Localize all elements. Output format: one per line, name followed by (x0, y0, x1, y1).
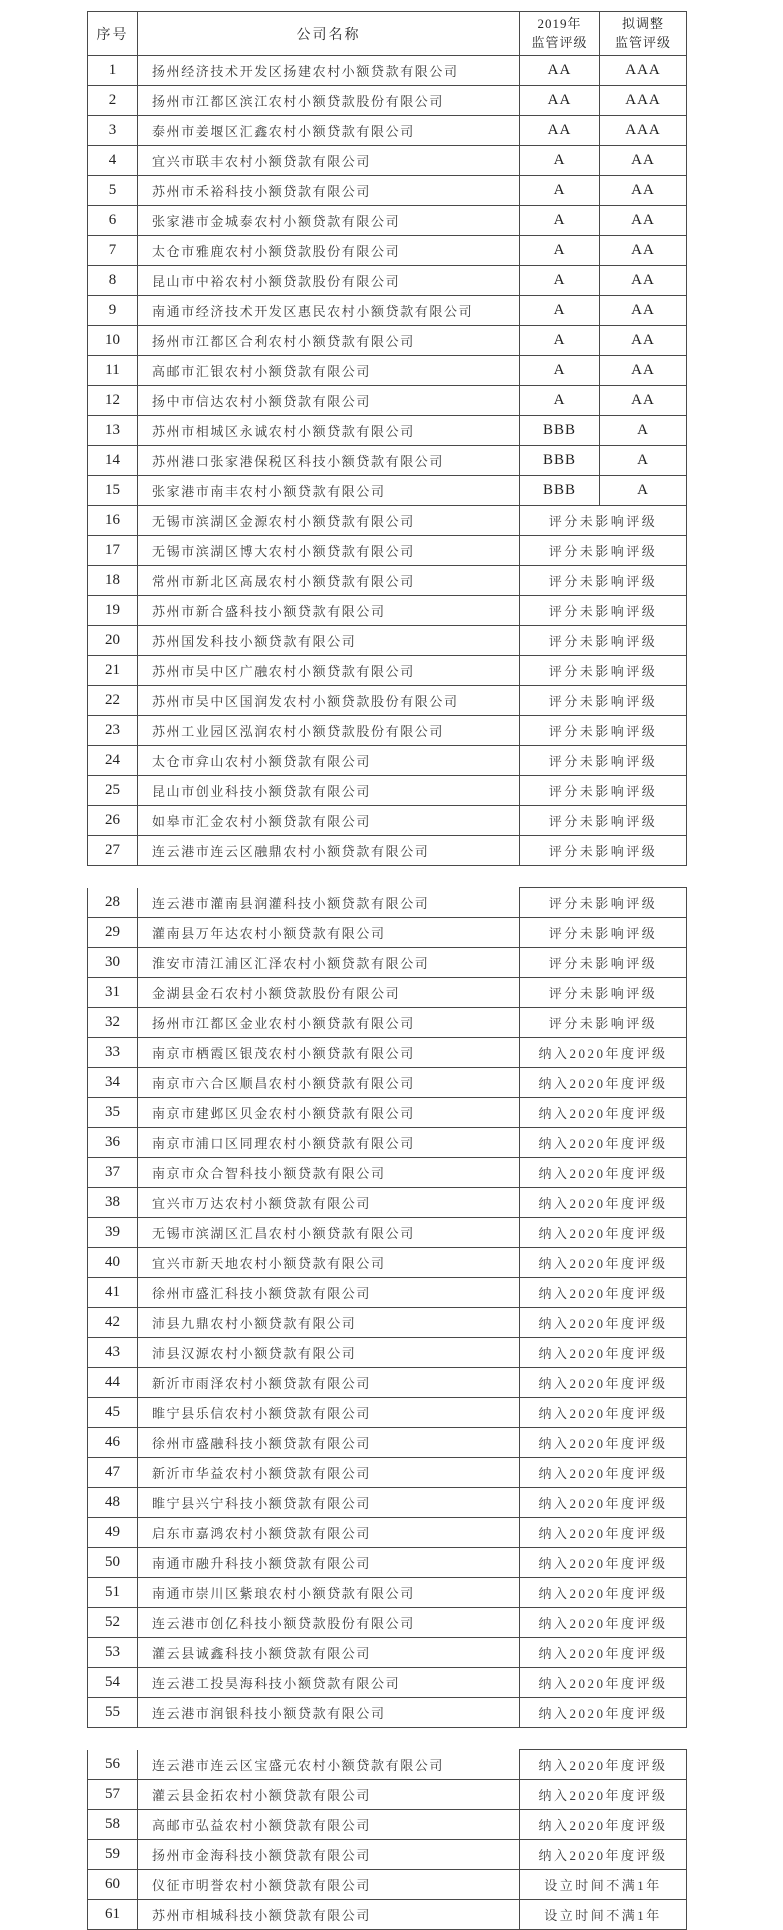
rating-note: 纳入2020年度评级 (520, 1518, 687, 1548)
row-number: 45 (88, 1398, 138, 1428)
table-row (88, 86, 687, 116)
rating-note: 评分未影响评级 (520, 918, 687, 948)
company-name: 宜兴市新天地农村小额贷款有限公司 (138, 1248, 520, 1278)
table-row (88, 56, 687, 86)
company-name: 灌南县万年达农村小额贷款有限公司 (138, 918, 520, 948)
company-name: 泰州市姜堰区汇鑫农村小额贷款有限公司 (138, 116, 520, 146)
row-number: 21 (88, 656, 138, 686)
rating-2019: A (520, 326, 600, 356)
row-number: 54 (88, 1668, 138, 1698)
rating-note: 纳入2020年度评级 (520, 1218, 687, 1248)
company-name: 徐州市盛汇科技小额贷款有限公司 (138, 1278, 520, 1308)
rating-2019: A (520, 146, 600, 176)
rating-note: 纳入2020年度评级 (520, 1128, 687, 1158)
table-row (88, 1810, 687, 1840)
company-name: 扬州市江都区金业农村小额贷款有限公司 (138, 1008, 520, 1038)
rating-2019: BBB (520, 446, 600, 476)
rating-2019: A (520, 356, 600, 386)
company-name: 南京市栖霞区银茂农村小额贷款有限公司 (138, 1038, 520, 1068)
rating-note: 评分未影响评级 (520, 626, 687, 656)
company-name: 昆山市中裕农村小额贷款股份有限公司 (138, 266, 520, 296)
rating-note: 纳入2020年度评级 (520, 1338, 687, 1368)
company-name: 新沂市雨泽农村小额贷款有限公司 (138, 1368, 520, 1398)
rating-note: 评分未影响评级 (520, 686, 687, 716)
table-row (88, 776, 687, 806)
table-row (88, 356, 687, 386)
proposed-rating: AA (600, 176, 687, 206)
row-number: 26 (88, 806, 138, 836)
row-number: 61 (88, 1900, 138, 1930)
company-name: 连云港市润银科技小额贷款有限公司 (138, 1698, 520, 1728)
row-number: 5 (88, 176, 138, 206)
table-row (88, 978, 687, 1008)
company-name: 连云港市连云区宝盛元农村小额贷款有限公司 (138, 1750, 520, 1780)
company-name: 启东市嘉鸿农村小额贷款有限公司 (138, 1518, 520, 1548)
rating-2019: AA (520, 86, 600, 116)
row-number: 58 (88, 1810, 138, 1840)
row-number: 4 (88, 146, 138, 176)
company-name: 苏州港口张家港保税区科技小额贷款有限公司 (138, 446, 520, 476)
row-number: 50 (88, 1548, 138, 1578)
table-row (88, 1458, 687, 1488)
table-row (88, 146, 687, 176)
table-row (88, 948, 687, 978)
rating-2019: A (520, 296, 600, 326)
table-row (88, 1900, 687, 1930)
row-number: 23 (88, 716, 138, 746)
row-number: 8 (88, 266, 138, 296)
company-name: 宜兴市联丰农村小额贷款有限公司 (138, 146, 520, 176)
row-number: 17 (88, 536, 138, 566)
row-number: 60 (88, 1870, 138, 1900)
company-name: 新沂市华益农村小额贷款有限公司 (138, 1458, 520, 1488)
rating-note: 评分未影响评级 (520, 888, 687, 918)
company-name: 南通市融升科技小额贷款有限公司 (138, 1548, 520, 1578)
row-number: 55 (88, 1698, 138, 1728)
table-row (88, 206, 687, 236)
row-number: 24 (88, 746, 138, 776)
row-number: 1 (88, 56, 138, 86)
table-row (88, 888, 687, 918)
rating-2019: BBB (520, 416, 600, 446)
table-row (88, 1158, 687, 1188)
rating-note: 纳入2020年度评级 (520, 1428, 687, 1458)
rating-note: 纳入2020年度评级 (520, 1698, 687, 1728)
header-proposed-rating-line: 拟调整 (621, 15, 664, 31)
rating-note: 评分未影响评级 (520, 656, 687, 686)
table-row (88, 1218, 687, 1248)
table-row (88, 918, 687, 948)
company-name: 南通市崇川区紫琅农村小额贷款有限公司 (138, 1578, 520, 1608)
rating-table-block-3 (87, 1749, 687, 1930)
company-name: 扬州市金海科技小额贷款有限公司 (138, 1840, 520, 1870)
rating-note: 评分未影响评级 (520, 948, 687, 978)
table-row (88, 1750, 687, 1780)
company-name: 睢宁县乐信农村小额贷款有限公司 (138, 1398, 520, 1428)
row-number: 34 (88, 1068, 138, 1098)
company-name: 苏州市相城科技小额贷款有限公司 (138, 1900, 520, 1930)
rating-note: 纳入2020年度评级 (520, 1038, 687, 1068)
table-row (88, 1248, 687, 1278)
header-proposed-rating-line: 监管评级 (614, 34, 671, 50)
proposed-rating: AA (600, 386, 687, 416)
proposed-rating: AA (600, 146, 687, 176)
row-number: 37 (88, 1158, 138, 1188)
row-number: 46 (88, 1428, 138, 1458)
row-number: 31 (88, 978, 138, 1008)
table-row (88, 386, 687, 416)
row-number: 56 (88, 1750, 138, 1780)
company-name: 无锡市滨湖区金源农村小额贷款有限公司 (138, 506, 520, 536)
header-proposed-rating (600, 12, 687, 56)
row-number: 11 (88, 356, 138, 386)
table-row (88, 1128, 687, 1158)
table-row (88, 446, 687, 476)
table-row (88, 1068, 687, 1098)
row-number: 30 (88, 948, 138, 978)
rating-note: 评分未影响评级 (520, 536, 687, 566)
row-number: 57 (88, 1780, 138, 1810)
rating-2019: A (520, 206, 600, 236)
proposed-rating: AA (600, 266, 687, 296)
rating-note: 评分未影响评级 (520, 978, 687, 1008)
row-number: 33 (88, 1038, 138, 1068)
row-number: 9 (88, 296, 138, 326)
table-row (88, 1278, 687, 1308)
rating-note: 评分未影响评级 (520, 716, 687, 746)
table-row (88, 1780, 687, 1810)
company-name: 宜兴市万达农村小额贷款有限公司 (138, 1188, 520, 1218)
company-name: 仪征市明誉农村小额贷款有限公司 (138, 1870, 520, 1900)
rating-note: 纳入2020年度评级 (520, 1068, 687, 1098)
rating-note: 纳入2020年度评级 (520, 1488, 687, 1518)
table-row (88, 116, 687, 146)
row-number: 13 (88, 416, 138, 446)
row-number: 6 (88, 206, 138, 236)
proposed-rating: A (600, 476, 687, 506)
row-number: 47 (88, 1458, 138, 1488)
row-number: 20 (88, 626, 138, 656)
proposed-rating: A (600, 416, 687, 446)
table-row (88, 716, 687, 746)
row-number: 28 (88, 888, 138, 918)
row-number: 12 (88, 386, 138, 416)
table-row (88, 1098, 687, 1128)
table-row (88, 506, 687, 536)
company-name: 连云港工投昊海科技小额贷款有限公司 (138, 1668, 520, 1698)
rating-note: 纳入2020年度评级 (520, 1750, 687, 1780)
row-number: 35 (88, 1098, 138, 1128)
proposed-rating: AA (600, 296, 687, 326)
row-number: 39 (88, 1218, 138, 1248)
rating-note: 评分未影响评级 (520, 596, 687, 626)
rating-note: 纳入2020年度评级 (520, 1548, 687, 1578)
table-row (88, 1368, 687, 1398)
table-row (88, 1008, 687, 1038)
header-no: 序号 (88, 12, 138, 56)
row-number: 29 (88, 918, 138, 948)
proposed-rating: A (600, 446, 687, 476)
rating-note: 纳入2020年度评级 (520, 1638, 687, 1668)
table-row (88, 1038, 687, 1068)
table-row (88, 1548, 687, 1578)
rating-note: 纳入2020年度评级 (520, 1188, 687, 1218)
rating-table-block-1 (87, 11, 687, 866)
row-number: 38 (88, 1188, 138, 1218)
table-row (88, 1578, 687, 1608)
company-name: 扬州经济技术开发区扬建农村小额贷款有限公司 (138, 56, 520, 86)
rating-note: 纳入2020年度评级 (520, 1668, 687, 1698)
table-row (88, 236, 687, 266)
company-name: 南京市六合区顺昌农村小额贷款有限公司 (138, 1068, 520, 1098)
table-row (88, 1698, 687, 1728)
table-row (88, 1428, 687, 1458)
company-name: 金湖县金石农村小额贷款股份有限公司 (138, 978, 520, 1008)
header-rating-2019 (520, 12, 600, 56)
company-name: 灌云县金拓农村小额贷款有限公司 (138, 1780, 520, 1810)
rating-note: 纳入2020年度评级 (520, 1278, 687, 1308)
company-name: 苏州市禾裕科技小额贷款有限公司 (138, 176, 520, 206)
row-number: 3 (88, 116, 138, 146)
rating-note: 评分未影响评级 (520, 836, 687, 866)
rating-2019: AA (520, 116, 600, 146)
row-number: 49 (88, 1518, 138, 1548)
company-name: 淮安市清江浦区汇泽农村小额贷款有限公司 (138, 948, 520, 978)
rating-note: 纳入2020年度评级 (520, 1398, 687, 1428)
header-rating-2019-line: 监管评级 (531, 34, 588, 50)
row-number: 40 (88, 1248, 138, 1278)
rating-note: 纳入2020年度评级 (520, 1248, 687, 1278)
table-row (88, 1488, 687, 1518)
company-name: 无锡市滨湖区汇昌农村小额贷款有限公司 (138, 1218, 520, 1248)
table-row (88, 326, 687, 356)
proposed-rating: AAA (600, 86, 687, 116)
company-name: 昆山市创业科技小额贷款有限公司 (138, 776, 520, 806)
company-name: 连云港市连云区融鼎农村小额贷款有限公司 (138, 836, 520, 866)
company-name: 睢宁县兴宁科技小额贷款有限公司 (138, 1488, 520, 1518)
company-name: 南通市经济技术开发区惠民农村小额贷款有限公司 (138, 296, 520, 326)
table-row (88, 1308, 687, 1338)
row-number: 42 (88, 1308, 138, 1338)
table-row (88, 806, 687, 836)
table-row (88, 1398, 687, 1428)
row-number: 19 (88, 596, 138, 626)
rating-note: 评分未影响评级 (520, 776, 687, 806)
rating-2019: A (520, 266, 600, 296)
table-row (88, 836, 687, 866)
company-name: 连云港市灌南县润灌科技小额贷款有限公司 (138, 888, 520, 918)
rating-2019: BBB (520, 476, 600, 506)
company-name: 南京市浦口区同理农村小额贷款有限公司 (138, 1128, 520, 1158)
rating-note: 纳入2020年度评级 (520, 1458, 687, 1488)
table-row (88, 626, 687, 656)
rating-note: 评分未影响评级 (520, 506, 687, 536)
rating-note: 评分未影响评级 (520, 806, 687, 836)
row-number: 16 (88, 506, 138, 536)
proposed-rating: AAA (600, 116, 687, 146)
row-number: 41 (88, 1278, 138, 1308)
row-number: 52 (88, 1608, 138, 1638)
company-name: 苏州工业园区泓润农村小额贷款股份有限公司 (138, 716, 520, 746)
table-row (88, 1338, 687, 1368)
company-name: 高邮市弘益农村小额贷款有限公司 (138, 1810, 520, 1840)
row-number: 22 (88, 686, 138, 716)
table-row (88, 416, 687, 446)
table-row (88, 746, 687, 776)
rating-2019: A (520, 386, 600, 416)
rating-note: 纳入2020年度评级 (520, 1780, 687, 1810)
table-row (88, 176, 687, 206)
rating-2019: AA (520, 56, 600, 86)
row-number: 32 (88, 1008, 138, 1038)
row-number: 51 (88, 1578, 138, 1608)
proposed-rating: AA (600, 356, 687, 386)
table-row (88, 266, 687, 296)
rating-note: 设立时间不满1年 (520, 1870, 687, 1900)
table-row (88, 476, 687, 506)
table-row (88, 1518, 687, 1548)
company-name: 苏州市相城区永诚农村小额贷款有限公司 (138, 416, 520, 446)
rating-note: 纳入2020年度评级 (520, 1810, 687, 1840)
row-number: 2 (88, 86, 138, 116)
header-rating-2019-line: 2019年 (537, 15, 582, 31)
row-number: 15 (88, 476, 138, 506)
company-name: 张家港市金城泰农村小额贷款有限公司 (138, 206, 520, 236)
table-row (88, 536, 687, 566)
rating-note: 纳入2020年度评级 (520, 1308, 687, 1338)
rating-note: 评分未影响评级 (520, 746, 687, 776)
table-row (88, 686, 687, 716)
row-number: 48 (88, 1488, 138, 1518)
company-name: 太仓市弇山农村小额贷款有限公司 (138, 746, 520, 776)
rating-note: 纳入2020年度评级 (520, 1578, 687, 1608)
company-name: 苏州市新合盛科技小额贷款有限公司 (138, 596, 520, 626)
row-number: 25 (88, 776, 138, 806)
company-name: 常州市新北区高晟农村小额贷款有限公司 (138, 566, 520, 596)
table-row (88, 1608, 687, 1638)
rating-note: 评分未影响评级 (520, 1008, 687, 1038)
rating-note: 纳入2020年度评级 (520, 1158, 687, 1188)
row-number: 27 (88, 836, 138, 866)
rating-note: 纳入2020年度评级 (520, 1840, 687, 1870)
company-name: 沛县汉源农村小额贷款有限公司 (138, 1338, 520, 1368)
company-name: 南京市建邺区贝金农村小额贷款有限公司 (138, 1098, 520, 1128)
rating-note: 设立时间不满1年 (520, 1900, 687, 1930)
company-name: 灌云县诚鑫科技小额贷款有限公司 (138, 1638, 520, 1668)
header-row (88, 12, 687, 56)
company-name: 苏州市吴中区广融农村小额贷款有限公司 (138, 656, 520, 686)
table-row (88, 566, 687, 596)
row-number: 44 (88, 1368, 138, 1398)
company-name: 徐州市盛融科技小额贷款有限公司 (138, 1428, 520, 1458)
rating-note: 纳入2020年度评级 (520, 1608, 687, 1638)
company-name: 扬州市江都区合利农村小额贷款有限公司 (138, 326, 520, 356)
proposed-rating: AA (600, 206, 687, 236)
row-number: 59 (88, 1840, 138, 1870)
table-row (88, 1638, 687, 1668)
company-name: 扬中市信达农村小额贷款有限公司 (138, 386, 520, 416)
rating-note: 评分未影响评级 (520, 566, 687, 596)
proposed-rating: AA (600, 326, 687, 356)
row-number: 14 (88, 446, 138, 476)
row-number: 18 (88, 566, 138, 596)
table-row (88, 1840, 687, 1870)
table-row (88, 596, 687, 626)
company-name: 扬州市江都区滨江农村小额贷款股份有限公司 (138, 86, 520, 116)
proposed-rating: AAA (600, 56, 687, 86)
regulatory-rating-table (87, 11, 783, 1930)
company-name: 南京市众合智科技小额贷款有限公司 (138, 1158, 520, 1188)
company-name: 沛县九鼎农村小额贷款有限公司 (138, 1308, 520, 1338)
company-name: 无锡市滨湖区博大农村小额贷款有限公司 (138, 536, 520, 566)
rating-2019: A (520, 236, 600, 266)
rating-table-block-2 (87, 887, 687, 1728)
table-row (88, 1188, 687, 1218)
company-name: 连云港市创亿科技小额贷款股份有限公司 (138, 1608, 520, 1638)
table-row (88, 296, 687, 326)
header-company-name: 公司名称 (138, 12, 520, 56)
table-row (88, 1668, 687, 1698)
table-row (88, 1870, 687, 1900)
row-number: 36 (88, 1128, 138, 1158)
row-number: 43 (88, 1338, 138, 1368)
company-name: 苏州国发科技小额贷款有限公司 (138, 626, 520, 656)
row-number: 10 (88, 326, 138, 356)
row-number: 53 (88, 1638, 138, 1668)
proposed-rating: AA (600, 236, 687, 266)
company-name: 如皋市汇金农村小额贷款有限公司 (138, 806, 520, 836)
company-name: 苏州市吴中区国润发农村小额贷款股份有限公司 (138, 686, 520, 716)
row-number: 7 (88, 236, 138, 266)
table-row (88, 656, 687, 686)
company-name: 太仓市雅鹿农村小额贷款股份有限公司 (138, 236, 520, 266)
rating-2019: A (520, 176, 600, 206)
company-name: 高邮市汇银农村小额贷款有限公司 (138, 356, 520, 386)
rating-note: 纳入2020年度评级 (520, 1098, 687, 1128)
company-name: 张家港市南丰农村小额贷款有限公司 (138, 476, 520, 506)
rating-note: 纳入2020年度评级 (520, 1368, 687, 1398)
